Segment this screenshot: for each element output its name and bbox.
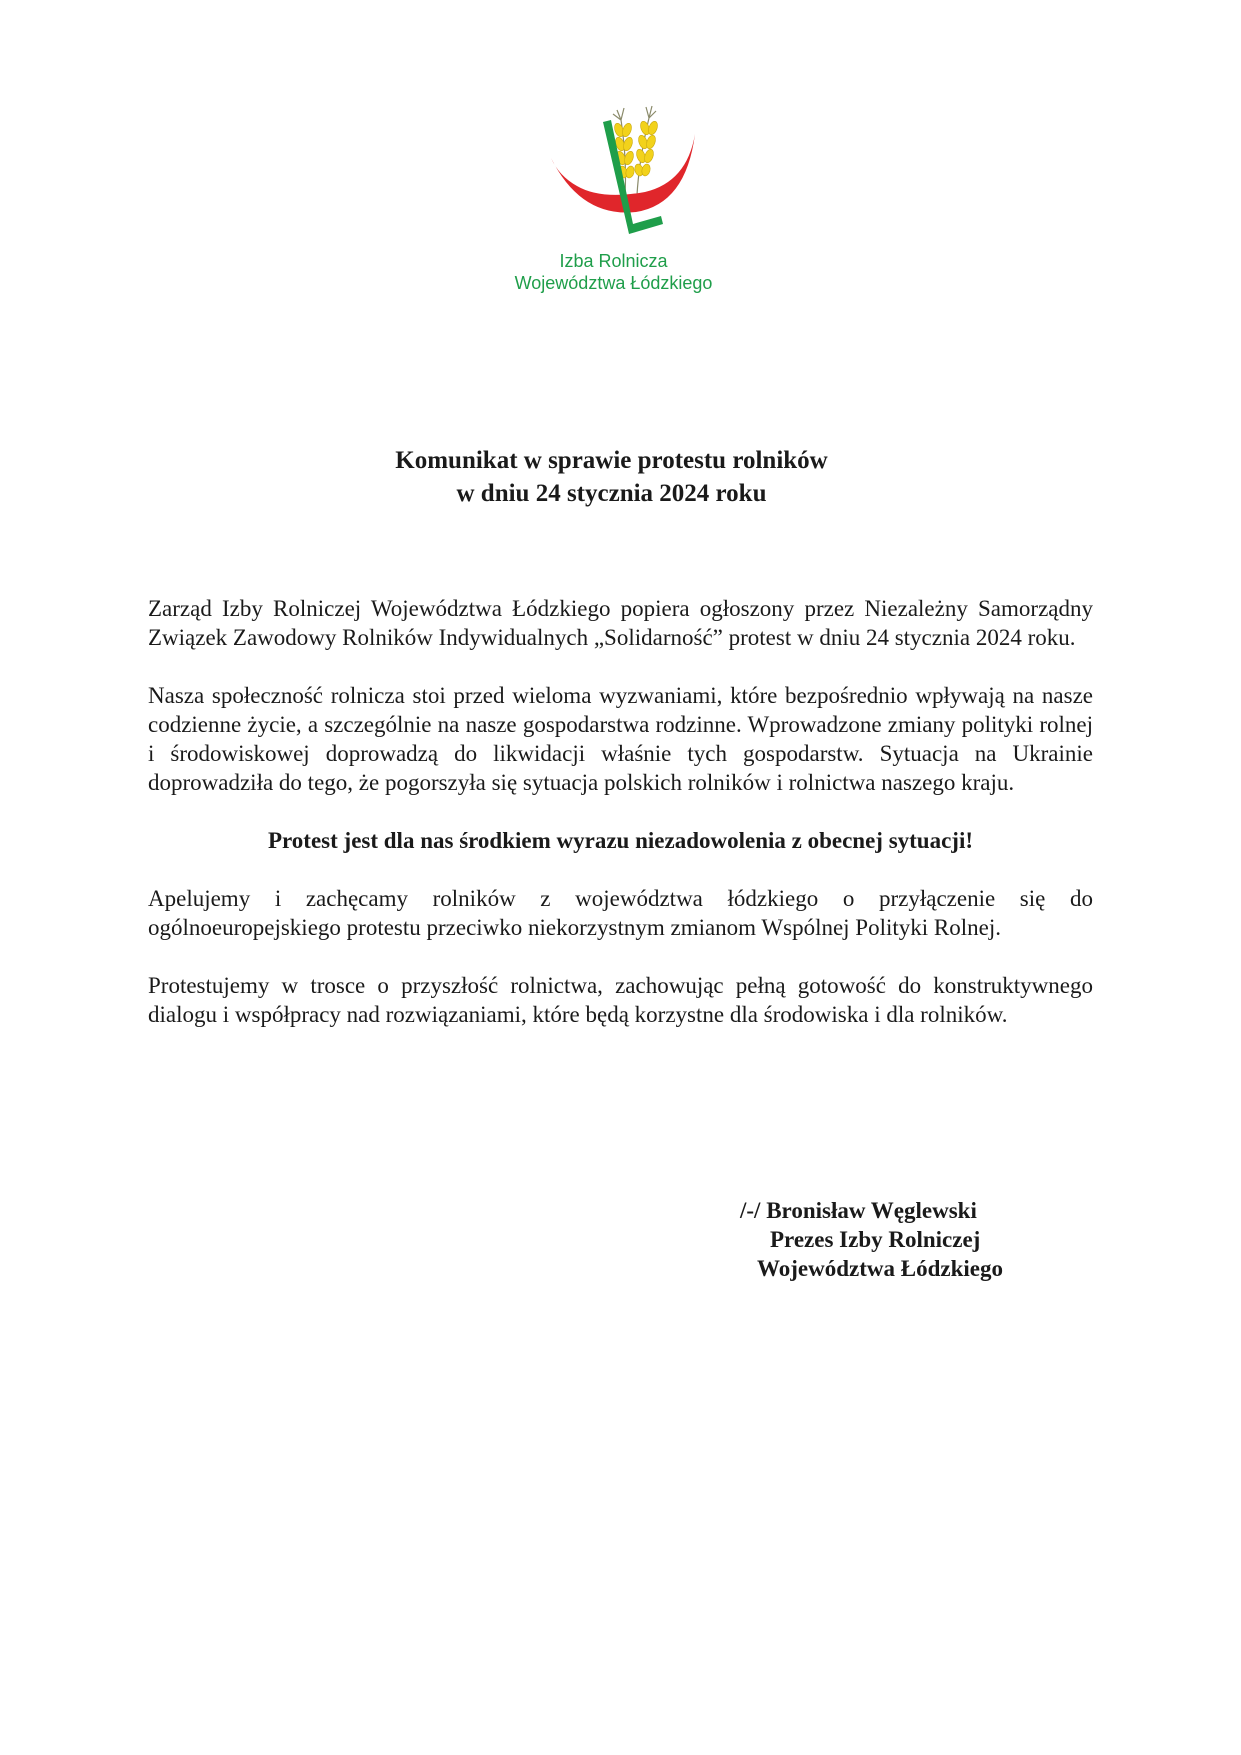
emphasis-statement: Protest jest dla nas środkiem wyrazu niezadowolenia z obecnej sytuacji! (267, 828, 974, 853)
paragraph-support: Zarząd Izby Rolniczej Województwa Łódzkiego popiera ogłoszony przez Niezależny Samorządny Związek Zawodowy Rolników Indywidualnych „Solidarność” protest w dniu 24 stycznia 2024 roku. (148, 596, 1093, 650)
document-body (148, 594, 1093, 1058)
logo-org-name-line2: Województwa Łódzkiego (514, 273, 713, 293)
paragraph-challenges: Nasza społeczność rolnicza stoi przed wieloma wyzwaniami, które bezpośrednio wpływają na nasze codzienne życie, a szczególnie na nasze gospodarstwa rodzinne. Wprowadzone zmiany polityki rolnej i środowiskowej doprowadzą do likwidacji właśnie tych gospodarstw. Sytuacja na Ukrainie doprowadziła do tego, że pogorszyła się sytuacja polskich rolników i rolnictwa naszego kraju. (148, 683, 1093, 795)
signature-role: Prezes Izby Rolniczej (770, 1227, 981, 1252)
organization-logo (0, 100, 1241, 294)
signature-name: /-/ Bronisław Węglewski (740, 1198, 977, 1223)
signature-organization: Województwa Łódzkiego (757, 1256, 1003, 1281)
paragraph-appeal: Apelujemy i zachęcamy rolników z województwa łódzkiego o przyłączenie się do ogólnoeuropejskiego protestu przeciwko niekorzystnym zmianom Wspólnej Polityki Rolnej. (148, 886, 1093, 940)
signature-block (740, 1196, 1080, 1283)
title-line-1: Komunikat w sprawie protestu rolników (395, 447, 828, 474)
wheat-sickle-logo-icon (541, 100, 701, 250)
logo-org-name-line1: Izba Rolnicza (559, 251, 668, 271)
paragraph-protest: Protestujemy w trosce o przyszłość rolnictwa, zachowując pełną gotowość do konstruktywnego dialogu i współpracy nad rozwiązaniami, które będą korzystne dla środowiska i dla rolników. (148, 973, 1093, 1027)
title-line-2: w dniu 24 stycznia 2024 roku (456, 480, 767, 507)
document-title (0, 444, 1241, 510)
